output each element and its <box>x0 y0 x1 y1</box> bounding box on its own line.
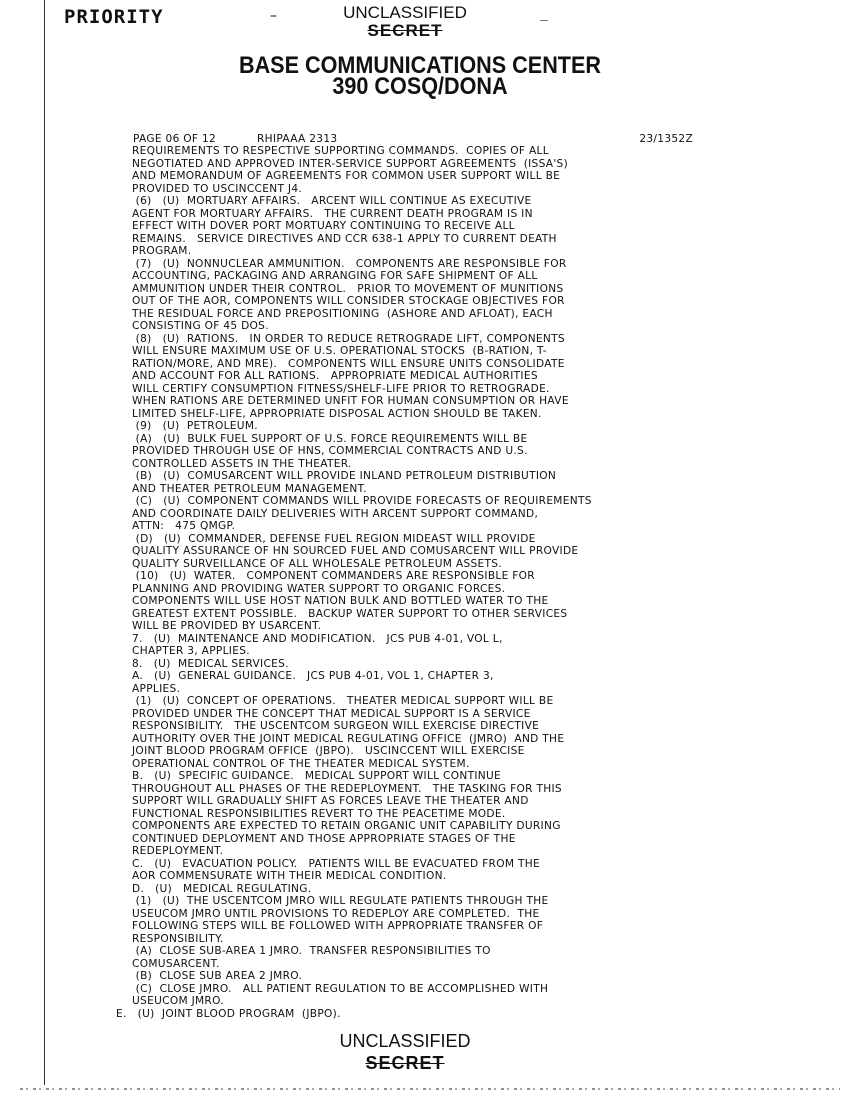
body-line: CONSISTING OF 45 DOS. <box>132 320 269 332</box>
body-line: AND COORDINATE DAILY DELIVERIES WITH ARCENT SUPPORT COMMAND, <box>132 507 539 520</box>
body-line: (D) (U) COMMANDER, DEFENSE FUEL REGION MIDEAST WILL PROVIDE <box>132 532 536 545</box>
body-line: WILL ENSURE MAXIMUM USE OF U.S. OPERATIONAL STOCKS (B-RATION, T- <box>132 345 547 357</box>
body-line: GREATEST EXTENT POSSIBLE. BACKUP WATER SUPPORT TO OTHER SERVICES <box>132 607 568 620</box>
body-line: PLANNING AND PROVIDING WATER SUPPORT TO ORGANIC FORCES. <box>132 582 506 595</box>
body-line: (C) (U) COMPONENT COMMANDS WILL PROVIDE FORECASTS OF REQUIREMENTS <box>132 495 592 507</box>
body-line: AND THEATER PETROLEUM MANAGEMENT. <box>132 482 367 495</box>
body-line: CHAPTER 3, APPLIES. <box>132 645 250 657</box>
body-line: SUPPORT WILL GRADUALLY SHIFT AS FORCES LEAVE THE THEATER AND <box>132 795 529 807</box>
body-line: PROVIDED UNDER THE CONCEPT THAT MEDICAL SUPPORT IS A SERVICE <box>132 707 531 720</box>
left-margin-rule <box>44 0 45 1085</box>
body-line: FOLLOWING STEPS WILL BE FOLLOWED WITH APPROPRIATE TRANSFER OF <box>132 920 544 932</box>
precedence-stamp: PRIORITY <box>64 6 164 28</box>
body-line: (B) (U) COMUSARCENT WILL PROVIDE INLAND PETROLEUM DISTRIBUTION <box>132 470 557 482</box>
body-line: AGENT FOR MORTUARY AFFAIRS. THE CURRENT DEATH PROGRAM IS IN <box>132 207 533 220</box>
body-line: WHEN RATIONS ARE DETERMINED UNFIT FOR HUMAN CONSUMPTION OR HAVE <box>132 395 569 407</box>
body-line: WILL BE PROVIDED BY USARCENT. <box>132 620 322 632</box>
body-line: (1) (U) CONCEPT OF OPERATIONS. THEATER MEDICAL SUPPORT WILL BE <box>132 695 554 707</box>
body-line: REMAINS. SERVICE DIRECTIVES AND CCR 638-1 APPLY TO CURRENT DEATH <box>132 232 557 245</box>
body-line: E. (U) JOINT BLOOD PROGRAM (JBPO). <box>116 1007 341 1020</box>
body-line: QUALITY SURVEILLANCE OF ALL WHOLESALE PETROLEUM ASSETS. <box>132 557 502 570</box>
body-line: (6) (U) MORTUARY AFFAIRS. ARCENT WILL CONTINUE AS EXECUTIVE <box>132 195 532 207</box>
body-line: QUALITY ASSURANCE OF HN SOURCED FUEL AND COMUSARCENT WILL PROVIDE <box>132 545 579 557</box>
classification-top-struck: SECRET <box>367 21 443 40</box>
body-line: 8. (U) MEDICAL SERVICES. <box>132 657 289 670</box>
body-line: WILL CERTIFY CONSUMPTION FITNESS/SHELF-LIFE PRIOR TO RETROGRADE. <box>132 382 550 395</box>
body-line: FUNCTIONAL RESPONSIBILITIES REVERT TO THE PEACETIME MODE. <box>132 807 506 820</box>
body-line: COMPONENTS WILL USE HOST NATION BULK AND BOTTLED WATER TO THE <box>132 595 549 607</box>
body-line: C. (U) EVACUATION POLICY. PATIENTS WILL BE EVACUATED FROM THE <box>132 857 540 870</box>
body-line: RESPONSIBILITY. <box>132 932 224 945</box>
body-line: AND MEMORANDUM OF AGREEMENTS FOR COMMON USER SUPPORT WILL BE <box>132 170 561 182</box>
body-line: (C) CLOSE JMRO. ALL PATIENT REGULATION TO BE ACCOMPLISHED WITH <box>132 982 549 995</box>
body-line: A. (U) GENERAL GUIDANCE. JCS PUB 4-01, VOL 1, CHAPTER 3, <box>132 670 494 682</box>
body-line: REDEPLOYMENT. <box>132 845 224 857</box>
body-line: (1) (U) THE USCENTCOM JMRO WILL REGULATE PATIENTS THROUGH THE <box>132 895 549 907</box>
body-line: D. (U) MEDICAL REGULATING. <box>132 882 312 895</box>
header-dash: – <box>270 8 277 24</box>
message-body <box>104 145 704 1020</box>
body-line: USEUCOM JMRO UNTIL PROVISIONS TO REDEPLOY ARE COMPLETED. THE <box>132 907 540 920</box>
scan-edge-noise <box>20 1088 840 1090</box>
body-line: NEGOTIATED AND APPROVED INTER-SERVICE SUPPORT AGREEMENTS (ISSA'S) <box>132 157 569 170</box>
page-number: PAGE 06 OF 12 <box>133 133 217 145</box>
body-line: (A) (U) BULK FUEL SUPPORT OF U.S. FORCE REQUIREMENTS WILL BE <box>132 432 528 445</box>
classification-bottom-struck: SECRET <box>365 1053 445 1073</box>
body-line: CONTROLLED ASSETS IN THE THEATER. <box>132 457 352 470</box>
body-line: (8) (U) RATIONS. IN ORDER TO REDUCE RETROGRADE LIFT, COMPONENTS <box>132 332 565 345</box>
body-line: COMUSARCENT. <box>132 957 220 970</box>
body-line: (9) (U) PETROLEUM. <box>132 420 258 432</box>
body-line: APPLIES. <box>132 682 181 695</box>
body-line: B. (U) SPECIFIC GUIDANCE. MEDICAL SUPPORT WILL CONTINUE <box>132 770 502 782</box>
body-line: LIMITED SHELF-LIFE, APPROPRIATE DISPOSAL ACTION SHOULD BE TAKEN. <box>132 407 542 420</box>
body-line: (B) CLOSE SUB AREA 2 JMRO. <box>132 970 303 982</box>
body-line: USEUCOM JMRO. <box>132 995 224 1007</box>
body-line: PROGRAM. <box>132 245 192 257</box>
body-line: AND ACCOUNT FOR ALL RATIONS. APPROPRIATE MEDICAL AUTHORITIES <box>132 370 538 382</box>
date-time-group: 23/1352Z <box>639 133 693 145</box>
body-line: (10) (U) WATER. COMPONENT COMMANDERS ARE RESPONSIBLE FOR <box>132 570 535 582</box>
body-line: PROVIDED TO USCINCCENT J4. <box>132 182 303 195</box>
body-line: ACCOUNTING, PACKAGING AND ARRANGING FOR SAFE SHIPMENT OF ALL <box>132 270 538 282</box>
classification-top-current: UNCLASSIFIED <box>343 3 467 22</box>
body-line: JOINT BLOOD PROGRAM OFFICE (JBPO). USCINCCENT WILL EXERCISE <box>132 745 525 757</box>
classification-top <box>310 4 500 40</box>
body-line: THROUGHOUT ALL PHASES OF THE REDEPLOYMENT. THE TASKING FOR THIS <box>132 782 562 795</box>
body-line: OUT OF THE AOR, COMPONENTS WILL CONSIDER STOCKAGE OBJECTIVES FOR <box>132 295 565 307</box>
body-line: (A) CLOSE SUB-AREA 1 JMRO. TRANSFER RESPONSIBILITIES TO <box>132 945 491 957</box>
body-line: ATTN: 475 QMGP. <box>132 520 236 532</box>
body-line: PROVIDED THROUGH USE OF HNS, COMMERCIAL CONTRACTS AND U.S. <box>132 445 528 457</box>
center-unit: 390 COSQ/DONA <box>332 73 508 100</box>
body-line: EFFECT WITH DOVER PORT MORTUARY CONTINUING TO RECEIVE ALL <box>132 220 515 232</box>
center-title: BASE COMMUNICATIONS CENTER <box>238 52 601 79</box>
classification-bottom <box>305 1030 505 1074</box>
body-line: AOR COMMENSURATE WITH THEIR MEDICAL CONDITION. <box>132 870 447 882</box>
body-line: RATION/MORE, AND MRE). COMPONENTS WILL ENSURE UNITS CONSOLIDATE <box>132 357 565 370</box>
body-line: AUTHORITY OVER THE JOINT MEDICAL REGULATING OFFICE (JMRO) AND THE <box>132 732 565 745</box>
body-line: CONTINUED DEPLOYMENT AND THOSE APPROPRIATE STAGES OF THE <box>132 832 516 845</box>
body-line: AMMUNITION UNDER THEIR CONTROL. PRIOR TO MOVEMENT OF MUNITIONS <box>132 282 564 295</box>
body-line: 7. (U) MAINTENANCE AND MODIFICATION. JCS PUB 4-01, VOL L, <box>132 632 503 645</box>
body-line: COMPONENTS ARE EXPECTED TO RETAIN ORGANIC UNIT CAPABILITY DURING <box>132 820 561 832</box>
body-line: RESPONSIBILITY. THE USCENTCOM SURGEON WILL EXERCISE DIRECTIVE <box>132 720 540 732</box>
header-tick <box>540 20 548 21</box>
classification-bottom-current: UNCLASSIFIED <box>339 1031 471 1051</box>
body-line: REQUIREMENTS TO RESPECTIVE SUPPORTING COMMANDS. COPIES OF ALL <box>132 145 549 157</box>
routing-indicator: RHIPAAA 2313 <box>257 133 338 145</box>
body-line: (7) (U) NONNUCLEAR AMMUNITION. COMPONENTS ARE RESPONSIBLE FOR <box>132 257 567 270</box>
body-line: THE RESIDUAL FORCE AND PREPOSITIONING (ASHORE AND AFLOAT), EACH <box>132 307 553 320</box>
body-line: OPERATIONAL CONTROL OF THE THEATER MEDICAL SYSTEM. <box>132 757 470 770</box>
